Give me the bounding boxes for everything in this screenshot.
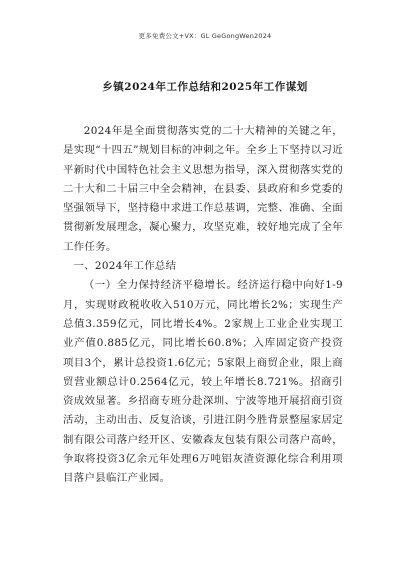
header-note: 更多免费公文+VX：GL GeGongWen2024 [138,32,272,40]
subsection-paragraph: （一）全力保持经济平稳增长。经济运行稳中向好1-9月，实现财政税收收入510万元，同比增长2%；实现生产总值3.359亿元，同比增长4%。2家规上工业企业实现工业产值0.885亿元，同比增长60.8%；入库固定资产投资项目3个，累计总投资1.6亿元；5家限上商贸企业，限上商贸营业额总计0.2564亿元，较上年增长8.721%。招商引资成效显著。乡招商专班分赴深圳、宁波等地开展招商引资活动，主动出击、反复洽谈，引进江阴今胜背景整屋家居定制有限公司落户经开区、安徽森友包装有限公司落户高岭，争取将投资3亿余元年处理6万吨铝灰渣资源化综合利用项目落户县临江产业园。 [63,279,343,485]
document-title: 乡镇2024年工作总结和2025年工作谋划 [102,81,308,93]
section-heading: 一、2024年工作总结 [73,260,177,273]
document-body [63,122,343,489]
intro-paragraph: 2024年是全面贯彻落实党的二十大精神的关键之年，是实现“十四五”规划目标的冲刺之年。全乡上下坚持以习近平新时代中国特色社会主义思想为指导，深入贯彻落实党的二十大和二十届三中全会精神，在县委、县政府和乡党委的坚强领导下，坚持稳中求进工作总基调，完整、准确、全面贯彻新发展理念，凝心聚力，攻坚克难，较好地完成了全年工作任务。 [63,125,343,253]
